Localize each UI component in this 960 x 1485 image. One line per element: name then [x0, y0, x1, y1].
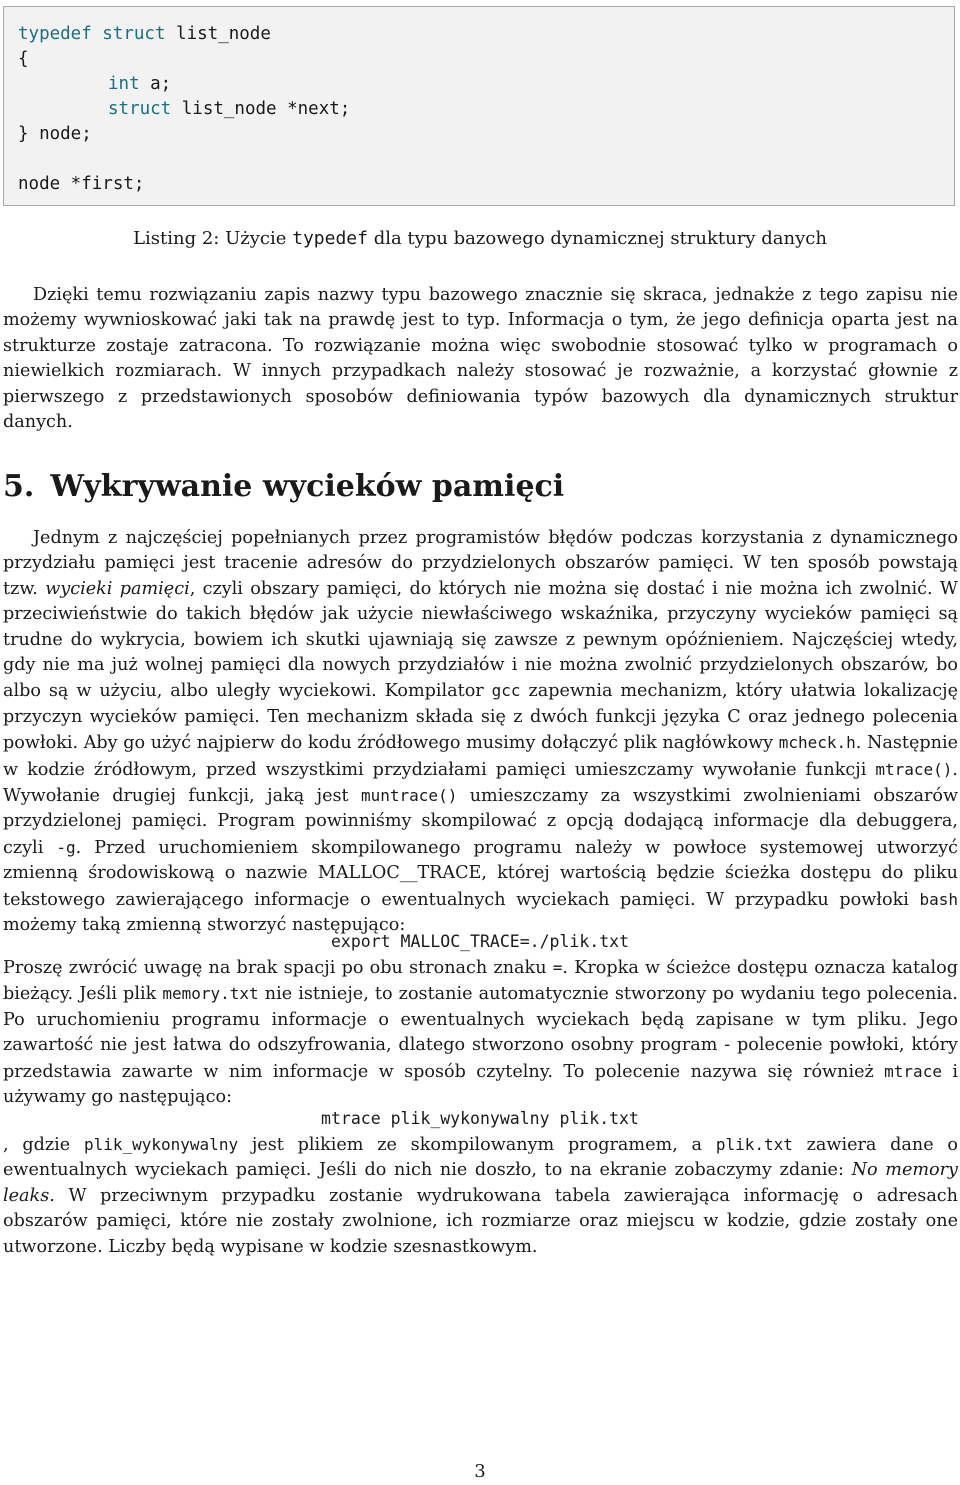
paragraph-mtrace-usage: , gdzie plik_wykonywalny jest plikiem ze skompilowanym programem, a plik.txt zawiera dane o ewentualnych wyciekach pamięci. Jeśli do nich nie doszło, to na ekranie zobaczymy zdanie: No memory leaks. W przeciwnym przypadku zostanie wydrukowana tabela zawierająca informację o adresach obszarów pamięci, które nie zostały zwolnione, ich rozmiarze oraz miejscu w kodzie, gdzie zostały one utworzone. Liczby będą wypisane w kodzie szesnastkowym.	[3, 1135, 958, 1257]
code-line-5: } node;	[18, 124, 92, 144]
intro-paragraph: Dzięki temu rozwiązaniu zapis nazwy typu bazowego znacznie się skraca, jednakże z tego zapisu nie możemy wywnioskować jaki tak na prawdę jest to typ. Informacja o tym, że jego definicja oparta jest na strukturze zostaje zatracona. To rozwiązanie można więc swobodnie stosować tylko w programach o niewielkich rozmiarach. W innych przypadkach należy stosować je rozważnie, a korzystać głownie z pierwszego z przedstawionych sposobów definiowania typów bazowych dla dynamicznych struktur danych.	[3, 285, 958, 433]
code-line-3: int a;	[108, 74, 172, 94]
code-line-6: node *first;	[18, 174, 145, 194]
paragraph-memory-leaks: Jednym z najczęściej popełnianych przez programistów błędów podczas korzystania z dynamicznego przydziału pamięci jest tracenie adresów do przydzielonych obszarów pamięci. W ten sposób powstają tzw. wycieki pamięci, czyli obszary pamięci, do których nie można się dostać i nie można ich zwolnić. W przeciwieństwie do takich błędów jak użycie niewłaściwego wskaźnika, przyczyny wycieków pamięci są trudne do wykrycia, bowiem ich skutki ujawniają się zawsze z pewnym opóźnieniem. Najczęściej wtedy, gdy nie ma już wolnej pamięci dla nowych przydziałów i nie można zwolnić przydzielonych obszarów, bo albo są w użyciu, albo uległy wyciekowi. Kompilator gcc zapewnia mechanizm, który ułatwia lokalizację przyczyn wycieków pamięci. Ten mechanizm składa się z dwóch funkcji języka C oraz jednego polecenia powłoki. Aby go użyć najpierw do kodu źródłowego musimy dołączyć plik nagłówkowy mcheck.h. Następnie w kodzie źródłowym, przed wszystkimi przydziałami pamięci umieszczamy wywołanie funkcji mtrace(). Wywołanie drugiej funkcji, jaką jest muntrace() umieszczamy za wszystkimi zwolnieniami obszarów przydzielonej pamięci. Program powinniśmy skompilować z opcją dodającą informacje dla debuggera, czyli -g. Przed uruchomieniem skompilowanego programu należy w powłoce systemowej utworzyć zmienną środowiskową o nazwie MALLOC__TRACE, której wartością będzie ścieżka dostępu do pliku tekstowego zawierającego informacje o ewentualnych wyciekach pamięci. W przypadku powłoki bash możemy taką zmienną stworzyć następująco:	[3, 528, 959, 936]
section-heading	[3, 468, 564, 506]
section-number: 5.	[3, 469, 35, 504]
listing-caption: Listing 2: Użycie typedef dla typu bazowego dynamicznej struktury danych	[133, 228, 827, 249]
code-listing	[3, 6, 955, 206]
code-line-2: {	[18, 49, 29, 69]
code-line-4: struct list_node *next;	[108, 99, 351, 119]
paragraph-export-note: Proszę zwrócić uwagę na brak spacji po obu stronach znaku =. Kropka w ścieżce dostępu oznacza katalog bieżący. Jeśli plik memory.txt nie istnieje, to zostanie automatycznie stworzony po wydaniu tego polecenia. Po uruchomieniu programu informacje o ewentualnych wyciekach będą zapisane w tym pliku. Jego zawartość nie jest łatwa do odszyfrowania, dlatego stworzono osobny program - polecenie powłoki, który przedstawia zawarte w nim informacje w sposób czytelny. To polecenie nazywa się również mtrace i używamy go następująco:	[3, 958, 958, 1108]
mtrace-command: mtrace plik_wykonywalny plik.txt	[321, 1109, 639, 1128]
section-title: Wykrywanie wycieków pamięci	[50, 469, 565, 504]
page-number: 3	[474, 1461, 486, 1482]
export-command: export MALLOC_TRACE=./plik.txt	[330, 932, 629, 951]
code-line-1: typedef struct list_node	[18, 24, 271, 44]
